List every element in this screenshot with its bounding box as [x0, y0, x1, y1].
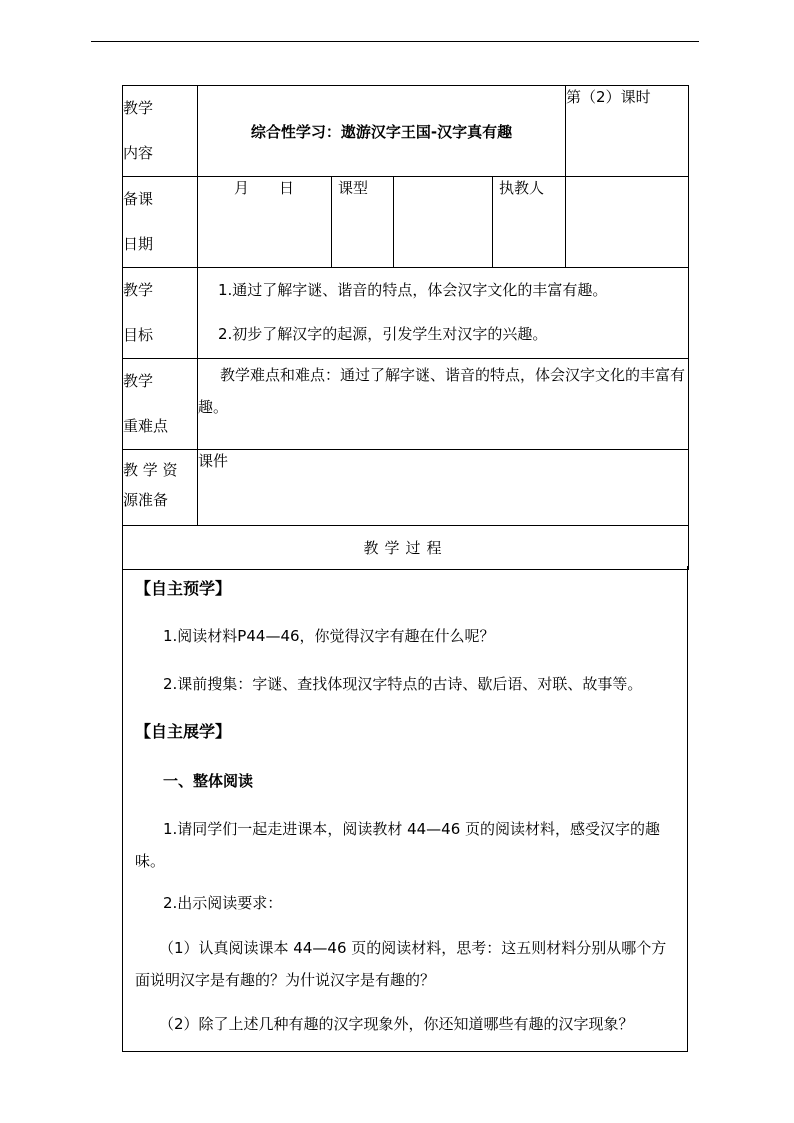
teaching-goals — [198, 268, 689, 359]
paragraph: （2）除了上述几种有趣的汉字现象外，你还知道哪些有趣的汉字现象？ — [159, 1015, 634, 1033]
resources-value: 课件 — [198, 450, 689, 526]
page-header-rule — [91, 41, 699, 42]
teaching-process-heading: 教学过程 — [123, 526, 689, 570]
section-heading-preview: 【自主预学】 — [135, 579, 232, 598]
label-lesson-type: 课型 — [332, 177, 394, 268]
paragraph: 1.阅读材料P44—46，你觉得汉字有趣在什么呢？ — [163, 627, 495, 645]
key-difficulties: 教学难点和难点：通过了解字谜、谐音的特点，体会汉字文化的丰富有趣。 — [198, 359, 689, 450]
teaching-process-body — [122, 566, 688, 1052]
prep-date-value: 月 日 — [198, 177, 332, 268]
label-teaching-content: 教学 内容 — [123, 86, 198, 177]
label-teaching-goals: 教学 目标 — [123, 268, 198, 359]
lesson-type-value — [394, 177, 493, 268]
section-heading-show: 【自主展学】 — [135, 722, 232, 741]
paragraph: 2.课前搜集：字谜、查找体现汉字特点的古诗、歇后语、对联、故事等。 — [163, 675, 643, 693]
paragraph: 1.请同学们一起走进课本，阅读教材 44—46 页的阅读材料，感受汉字的趣味。 — [135, 820, 661, 870]
row-date — [123, 177, 689, 268]
lesson-title: 综合性学习：遨游汉字王国-汉字真有趣 — [198, 86, 566, 177]
row-process — [123, 526, 689, 570]
lesson-period: 第（2）课时 — [566, 86, 689, 177]
row-goals — [123, 268, 689, 359]
row-difficulties — [123, 359, 689, 450]
row-resources — [123, 450, 689, 526]
label-key-difficulties: 教学 重难点 — [123, 359, 198, 450]
teacher-value — [566, 177, 689, 268]
goal-item: 1.通过了解字谜、谐音的特点，体会汉字文化的丰富有趣。 — [218, 281, 608, 299]
paragraph: （1）认真阅读课本 44—46 页的阅读材料，思考：这五则材料分别从哪个方面说明汉字是有趣的？为什说汉字是有趣的？ — [135, 939, 667, 989]
label-prep-date: 备课 日期 — [123, 177, 198, 268]
label-teacher: 执教人 — [493, 177, 566, 268]
paragraph: 2.出示阅读要求： — [163, 894, 283, 912]
label-resources: 教 学 资 源准备 — [123, 450, 198, 526]
subheading-overall-reading: 一、整体阅读 — [163, 772, 254, 790]
row-content — [123, 86, 689, 177]
lesson-plan-table — [122, 85, 689, 570]
goal-item: 2.初步了解汉字的起源，引发学生对汉字的兴趣。 — [218, 325, 548, 343]
